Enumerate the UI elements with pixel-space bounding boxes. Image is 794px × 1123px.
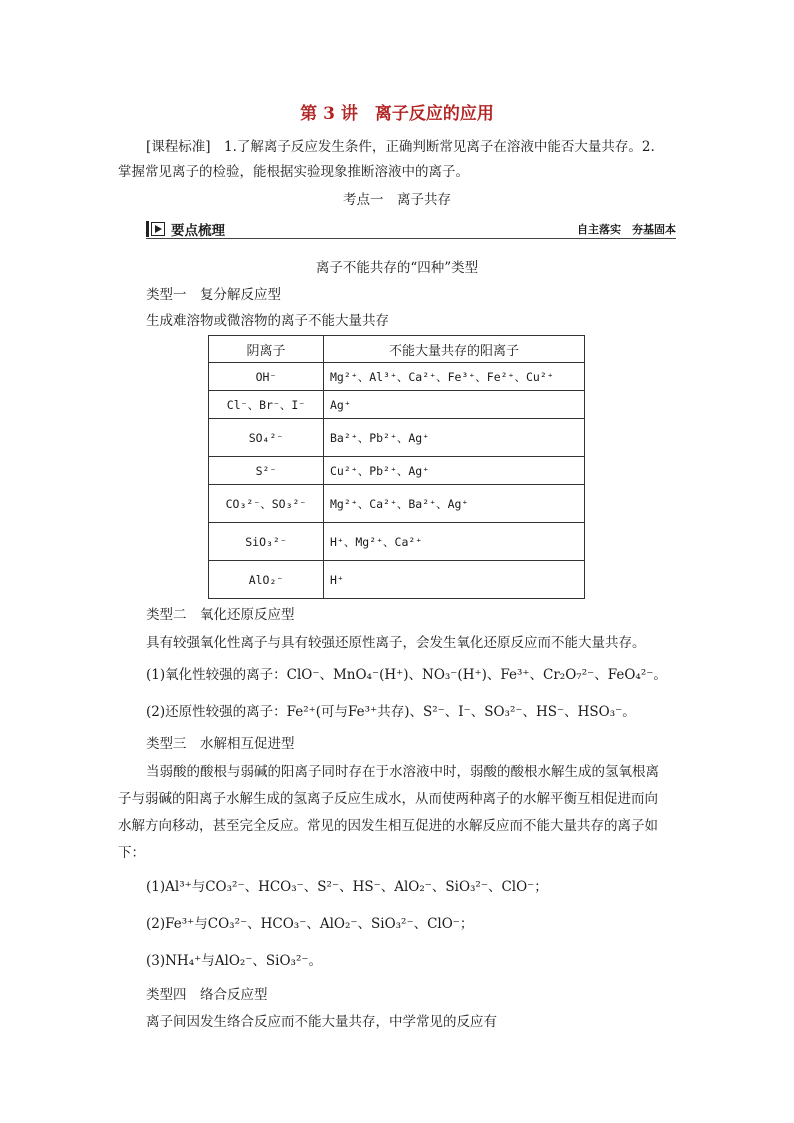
table-row	[209, 363, 585, 391]
course-standard-line2: 掌握常见离子的检验，能根据实验现象推断溶液中的离子。	[118, 164, 469, 180]
table-row	[209, 523, 585, 561]
kaodian-heading: 考点一 离子共存	[343, 192, 451, 208]
type2-desc: 具有较强氧化性离子与具有较强还原性离子，会发生氧化还原反应而不能大量共存。	[146, 635, 646, 651]
type1-heading: 类型一 复分解反应型	[146, 287, 281, 303]
type1-desc: 生成难溶物或微溶物的离子不能大量共存	[146, 313, 389, 329]
section-bar	[146, 220, 676, 239]
ion-table	[208, 335, 585, 599]
section-bar-title: 要点梳理	[171, 223, 225, 239]
type2-item2: (2)还原性较强的离子：Fe²⁺(可与Fe³⁺共存)、S²⁻、I⁻、SO₃²⁻、HS⁻、HSO₃⁻。	[146, 704, 636, 720]
type3-item1: (1)Al³⁺与CO₃²⁻、HCO₃⁻、S²⁻、HS⁻、AlO₂⁻、SiO₃²⁻、ClO⁻；	[146, 879, 548, 895]
type3-item2: (2)Fe³⁺与CO₃²⁻、HCO₃⁻、AlO₂⁻、SiO₃²⁻、ClO⁻；	[146, 916, 474, 932]
table-cell-anion: CO₃²⁻、SO₃²⁻	[209, 485, 324, 523]
table-cell-anion: Cl⁻、Br⁻、I⁻	[209, 391, 324, 419]
type3-para3: 水解方向移动，甚至完全反应。常见的因发生相互促进的水解反应而不能大量共存的离子如	[118, 818, 658, 834]
table-cell-cation: Mg²⁺、Al³⁺、Ca²⁺、Fe³⁺、Fe²⁺、Cu²⁺	[324, 363, 585, 391]
section-bar-left	[146, 220, 225, 238]
table-row	[209, 391, 585, 419]
table-cell-cation: Mg²⁺、Ca²⁺、Ba²⁺、Ag⁺	[324, 485, 585, 523]
type3-item3: (3)NH₄⁺与AlO₂⁻、SiO₃²⁻。	[146, 953, 323, 969]
table-cell-cation: Cu²⁺、Pb²⁺、Ag⁺	[324, 457, 585, 485]
table-row	[209, 561, 585, 599]
page-title: 第 3 讲 离子反应的应用	[300, 104, 494, 124]
type3-para2: 子与弱碱的阳离子水解生成的氢离子反应生成水，从而使两种离子的水解平衡互相促进而向	[118, 791, 658, 807]
type4-heading: 类型四 络合反应型	[146, 987, 268, 1003]
table-row	[209, 485, 585, 523]
section-bar-tagline: 自主落实 夯基固本	[577, 223, 676, 236]
type3-para1: 当弱酸的酸根与弱碱的阳离子同时存在于水溶液中时，弱酸的酸根水解生成的氢氧根离	[146, 764, 659, 780]
type3-para4: 下：	[118, 845, 145, 861]
table-cell-anion: AlO₂⁻	[209, 561, 324, 599]
type2-item1: (1)氧化性较强的离子：ClO⁻、MnO₄⁻(H⁺)、NO₃⁻(H⁺)、Fe³⁺、Cr₂O₇²⁻、FeO₄²⁻。	[146, 667, 667, 683]
table-header-row	[209, 336, 585, 363]
course-standard-line1: [课程标准] 1.了解离子反应发生条件，正确判断常见离子在溶液中能否大量共存。2.	[146, 139, 655, 155]
table-header-anion: 阴离子	[209, 336, 324, 363]
table-row	[209, 419, 585, 457]
type4-desc: 离子间因发生络合反应而不能大量共存，中学常见的反应有	[146, 1014, 497, 1030]
table-cell-anion: OH⁻	[209, 363, 324, 391]
table-cell-cation: H⁺、Mg²⁺、Ca²⁺	[324, 523, 585, 561]
table-cell-anion: SiO₃²⁻	[209, 523, 324, 561]
subtitle: 离子不能共存的“四种”类型	[315, 260, 479, 276]
type2-heading: 类型二 氧化还原反应型	[146, 607, 295, 623]
table-row	[209, 457, 585, 485]
table-header-cation: 不能大量共存的阳离子	[324, 336, 585, 363]
table-cell-cation: Ag⁺	[324, 391, 585, 419]
table-cell-anion: S²⁻	[209, 457, 324, 485]
play-icon	[151, 222, 165, 236]
type3-heading: 类型三 水解相互促进型	[146, 736, 295, 752]
table-cell-anion: SO₄²⁻	[209, 419, 324, 457]
bar-mark	[146, 221, 149, 237]
table-cell-cation: H⁺	[324, 561, 585, 599]
table-cell-cation: Ba²⁺、Pb²⁺、Ag⁺	[324, 419, 585, 457]
